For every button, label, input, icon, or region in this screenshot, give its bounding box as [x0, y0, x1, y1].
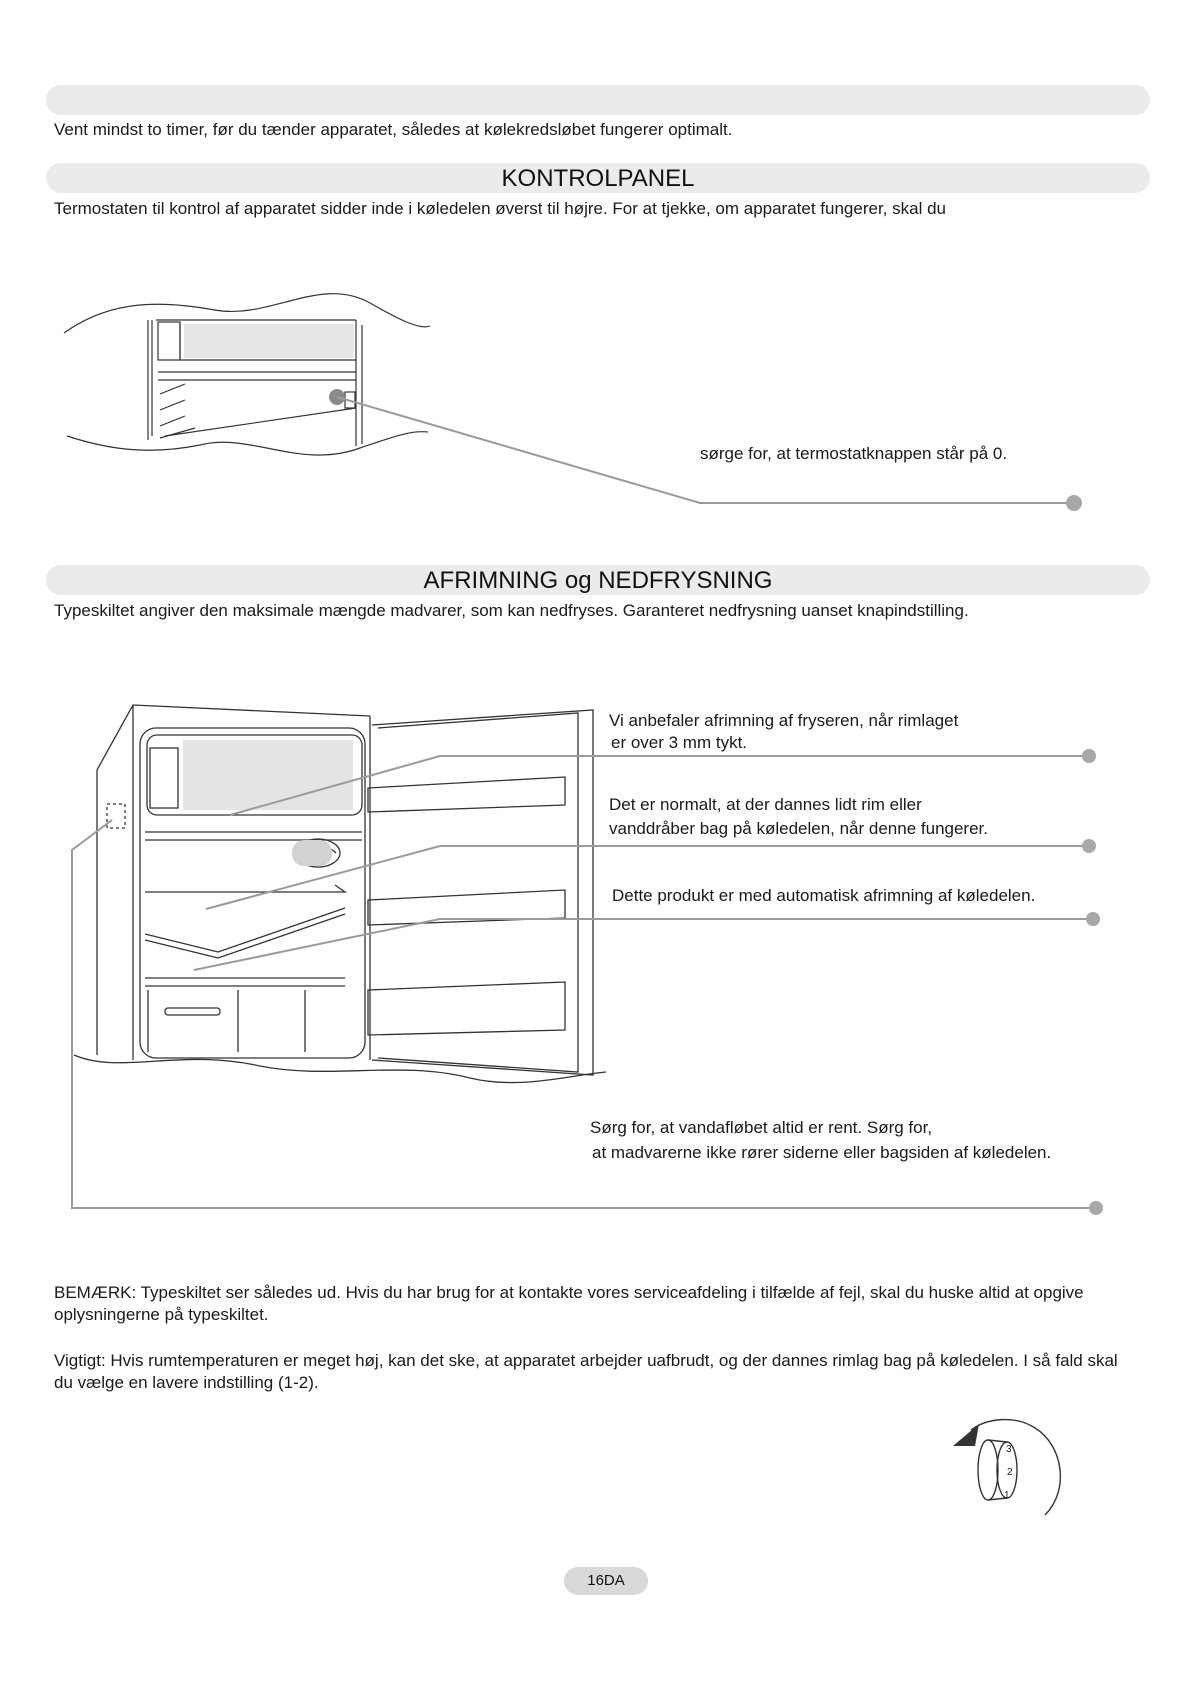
callout-3: Dette produkt er med automatisk afrimning af køledelen. [612, 886, 1036, 905]
callout-1-line-2: er over 3 mm tykt. [611, 733, 748, 752]
leader-dot [1086, 912, 1100, 926]
defrost-text: Typeskiltet angiver den maksimale mængde madvarer, som kan nedfryses. Garanteret nedfrysning uanset knapindstilling. [54, 601, 969, 620]
dial-label-1: 1 [1004, 1490, 1010, 1501]
defrost-heading: AFRIMNING og NEDFRYSNING [46, 565, 1150, 595]
leader-dot [1089, 1201, 1103, 1215]
callout-1-line-1: Vi anbefaler afrimning af fryseren, når rimlaget [609, 711, 959, 730]
dial-label-2: 2 [1007, 1467, 1013, 1478]
note-important: Vigtigt: Hvis rumtemperaturen er meget høj, kan det ske, at apparatet arbejder uafbrudt, og der dannes rimlag bag på køledelen. I så fald skal du vælge en lavere indstilling (1-2). [54, 1351, 1118, 1392]
leader-dot [1082, 839, 1096, 853]
callout-4-line-1: Sørg for, at vandafløbet altid er rent. Sørg for, [590, 1118, 933, 1137]
intro-text: Vent mindst to timer, før du tænder apparatet, således at kølekredsløbet fungerer optimalt. [54, 120, 733, 139]
control-panel-text: Termostaten til kontrol af apparatet sidder inde i køledelen øverst til højre. For at tjekke, om apparatet fungerer, skal du [54, 199, 946, 218]
callout-4-line-2: at madvarerne ikke rører siderne eller bagsiden af køledelen. [592, 1143, 1052, 1162]
callout-2-line-1: Det er normalt, at der dannes lidt rim eller [609, 795, 922, 814]
leader-dot [1082, 749, 1096, 763]
control-panel-heading: KONTROLPANEL [46, 163, 1150, 193]
page-number-badge: 16DA [564, 1567, 648, 1595]
control-panel-callout: sørge for, at termostatknappen står på 0. [700, 444, 1008, 463]
thermostat-dial-icon [945, 1410, 1075, 1520]
note-typeplate: BEMÆRK: Typeskiltet ser således ud. Hvis du har brug for at kontakte vores serviceafdeling i tilfælde af fejl, skal du huske altid at opgive oplysningerne på typeskiltet. [54, 1283, 1084, 1324]
callout-2-line-2: vanddråber bag på køledelen, når denne fungerer. [609, 819, 988, 838]
dial-label-3: 3 [1006, 1444, 1012, 1455]
